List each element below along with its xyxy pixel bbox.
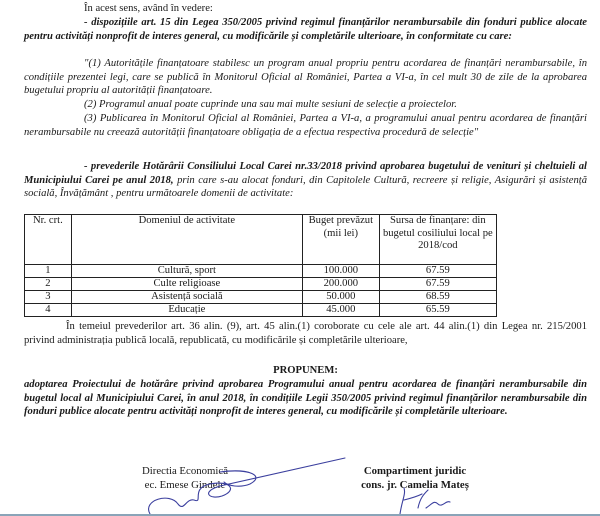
row-domain: Culte religioase xyxy=(71,278,302,291)
clause-1-quote-3: (3) Publicarea în Monitorul Oficial al României, Partea a VI-a, a programului anual pentru acordarea de finanțări nerambursabile nu creează autorității finanțatoare obligația de a efectua respectiva procedură de selecție" xyxy=(24,113,587,138)
row-code: 67.59 xyxy=(379,265,496,278)
table-header-row xyxy=(25,215,497,265)
row-domain: Asistență socială xyxy=(71,291,302,304)
row-budget: 200.000 xyxy=(303,278,380,291)
signature-block-left xyxy=(120,464,250,492)
table-row xyxy=(25,304,497,317)
row-nr: 3 xyxy=(25,291,72,304)
row-nr: 2 xyxy=(25,278,72,291)
legal-basis: În temeiul prevederilor art. 36 alin. (9), art. 45 alin.(1) coroborate cu cele ale art. 44 alin.(1) din Legea nr. 215/2001 privind administrația publică locală, republicată, cu modificările și completările ulterioare, xyxy=(24,321,587,346)
signature-left-department: Directia Economică xyxy=(141,465,229,477)
header-domain: Domeniul de activitate xyxy=(71,215,302,265)
signature-right-name: cons. jr. Camelia Mateș xyxy=(361,479,469,491)
clause-2-rest: prin care s-au alocat fonduri, din Capitolele Cultură, recreere și religie, Asigurări și asistență socială, Învățământ , pentru următoarele domenii de activitate: xyxy=(24,174,587,200)
signature-left-name: ec. Emese Gindele xyxy=(144,479,226,491)
signature-right-department: Compartiment juridic xyxy=(363,465,467,477)
row-budget: 50.000 xyxy=(303,291,380,304)
clause-2 xyxy=(24,160,587,201)
table-row xyxy=(25,278,497,291)
row-domain: Educație xyxy=(71,304,302,317)
table-row xyxy=(25,265,497,278)
propose-heading: PROPUNEM: xyxy=(273,365,338,376)
budget-table xyxy=(24,214,497,317)
row-nr: 4 xyxy=(25,304,72,317)
row-budget: 100.000 xyxy=(303,265,380,278)
clause-1-quote-2: (2) Programul anual poate cuprinde una sau mai multe sesiuni de selecție a proiectelor. xyxy=(84,99,457,110)
header-nr: Nr. crt. xyxy=(25,215,72,265)
row-code: 65.59 xyxy=(379,304,496,317)
clause-1-quote-1: "(1) Autoritățile finanțatoare stabilesc un program anual propriu pentru acordarea de finanțări nerambursabile, în condițiile prezentei legi, care se publică în Monitorul Oficial al României, Partea a VI-a, în cel mult 30 de zile de la aprobarea bugetului propriu al autorității finanțatoare. xyxy=(24,58,587,97)
row-code: 68.59 xyxy=(379,291,496,304)
header-source: Sursa de finanțare: din bugetul cosiliului local pe 2018/cod xyxy=(379,215,496,265)
row-domain: Cultură, sport xyxy=(71,265,302,278)
header-budget: Buget prevăzut (mii lei) xyxy=(303,215,380,265)
row-budget: 45.000 xyxy=(303,304,380,317)
row-code: 67.59 xyxy=(379,278,496,291)
signature-block-right xyxy=(340,464,490,492)
clause-2-lead: - prevederile Hotărârii Consiliului Local Carei nr.33/2018 privind aprobarea bugetului de venituri și cheltuieli al Municipiului Carei pe anul 2018, xyxy=(24,161,587,186)
clause-1-lead: - dispozițiile art. 15 din Legea 350/2005 privind regimul finanțărilor nerambursabile din fonduri publice alocate pentru activități nonprofit de interes general, cu modificările și completările ulterioare, în conformitate cu care: xyxy=(24,17,587,42)
row-nr: 1 xyxy=(25,265,72,278)
table-row xyxy=(25,291,497,304)
intro-text: În acest sens, având în vedere: xyxy=(84,3,213,14)
proposal-text: adoptarea Proiectului de hotărâre privind aprobarea Programului anual pentru acordarea de finanțări nerambursabile din bugetul local al Municipiului Carei, în anul 2018, în condițiile Legii 350/2005 privind regimul finanțărilor nerambursabile din fonduri publice alocate pentru activități nonprofit de interes general, cu modificările și completările ulterioare. xyxy=(24,379,587,418)
